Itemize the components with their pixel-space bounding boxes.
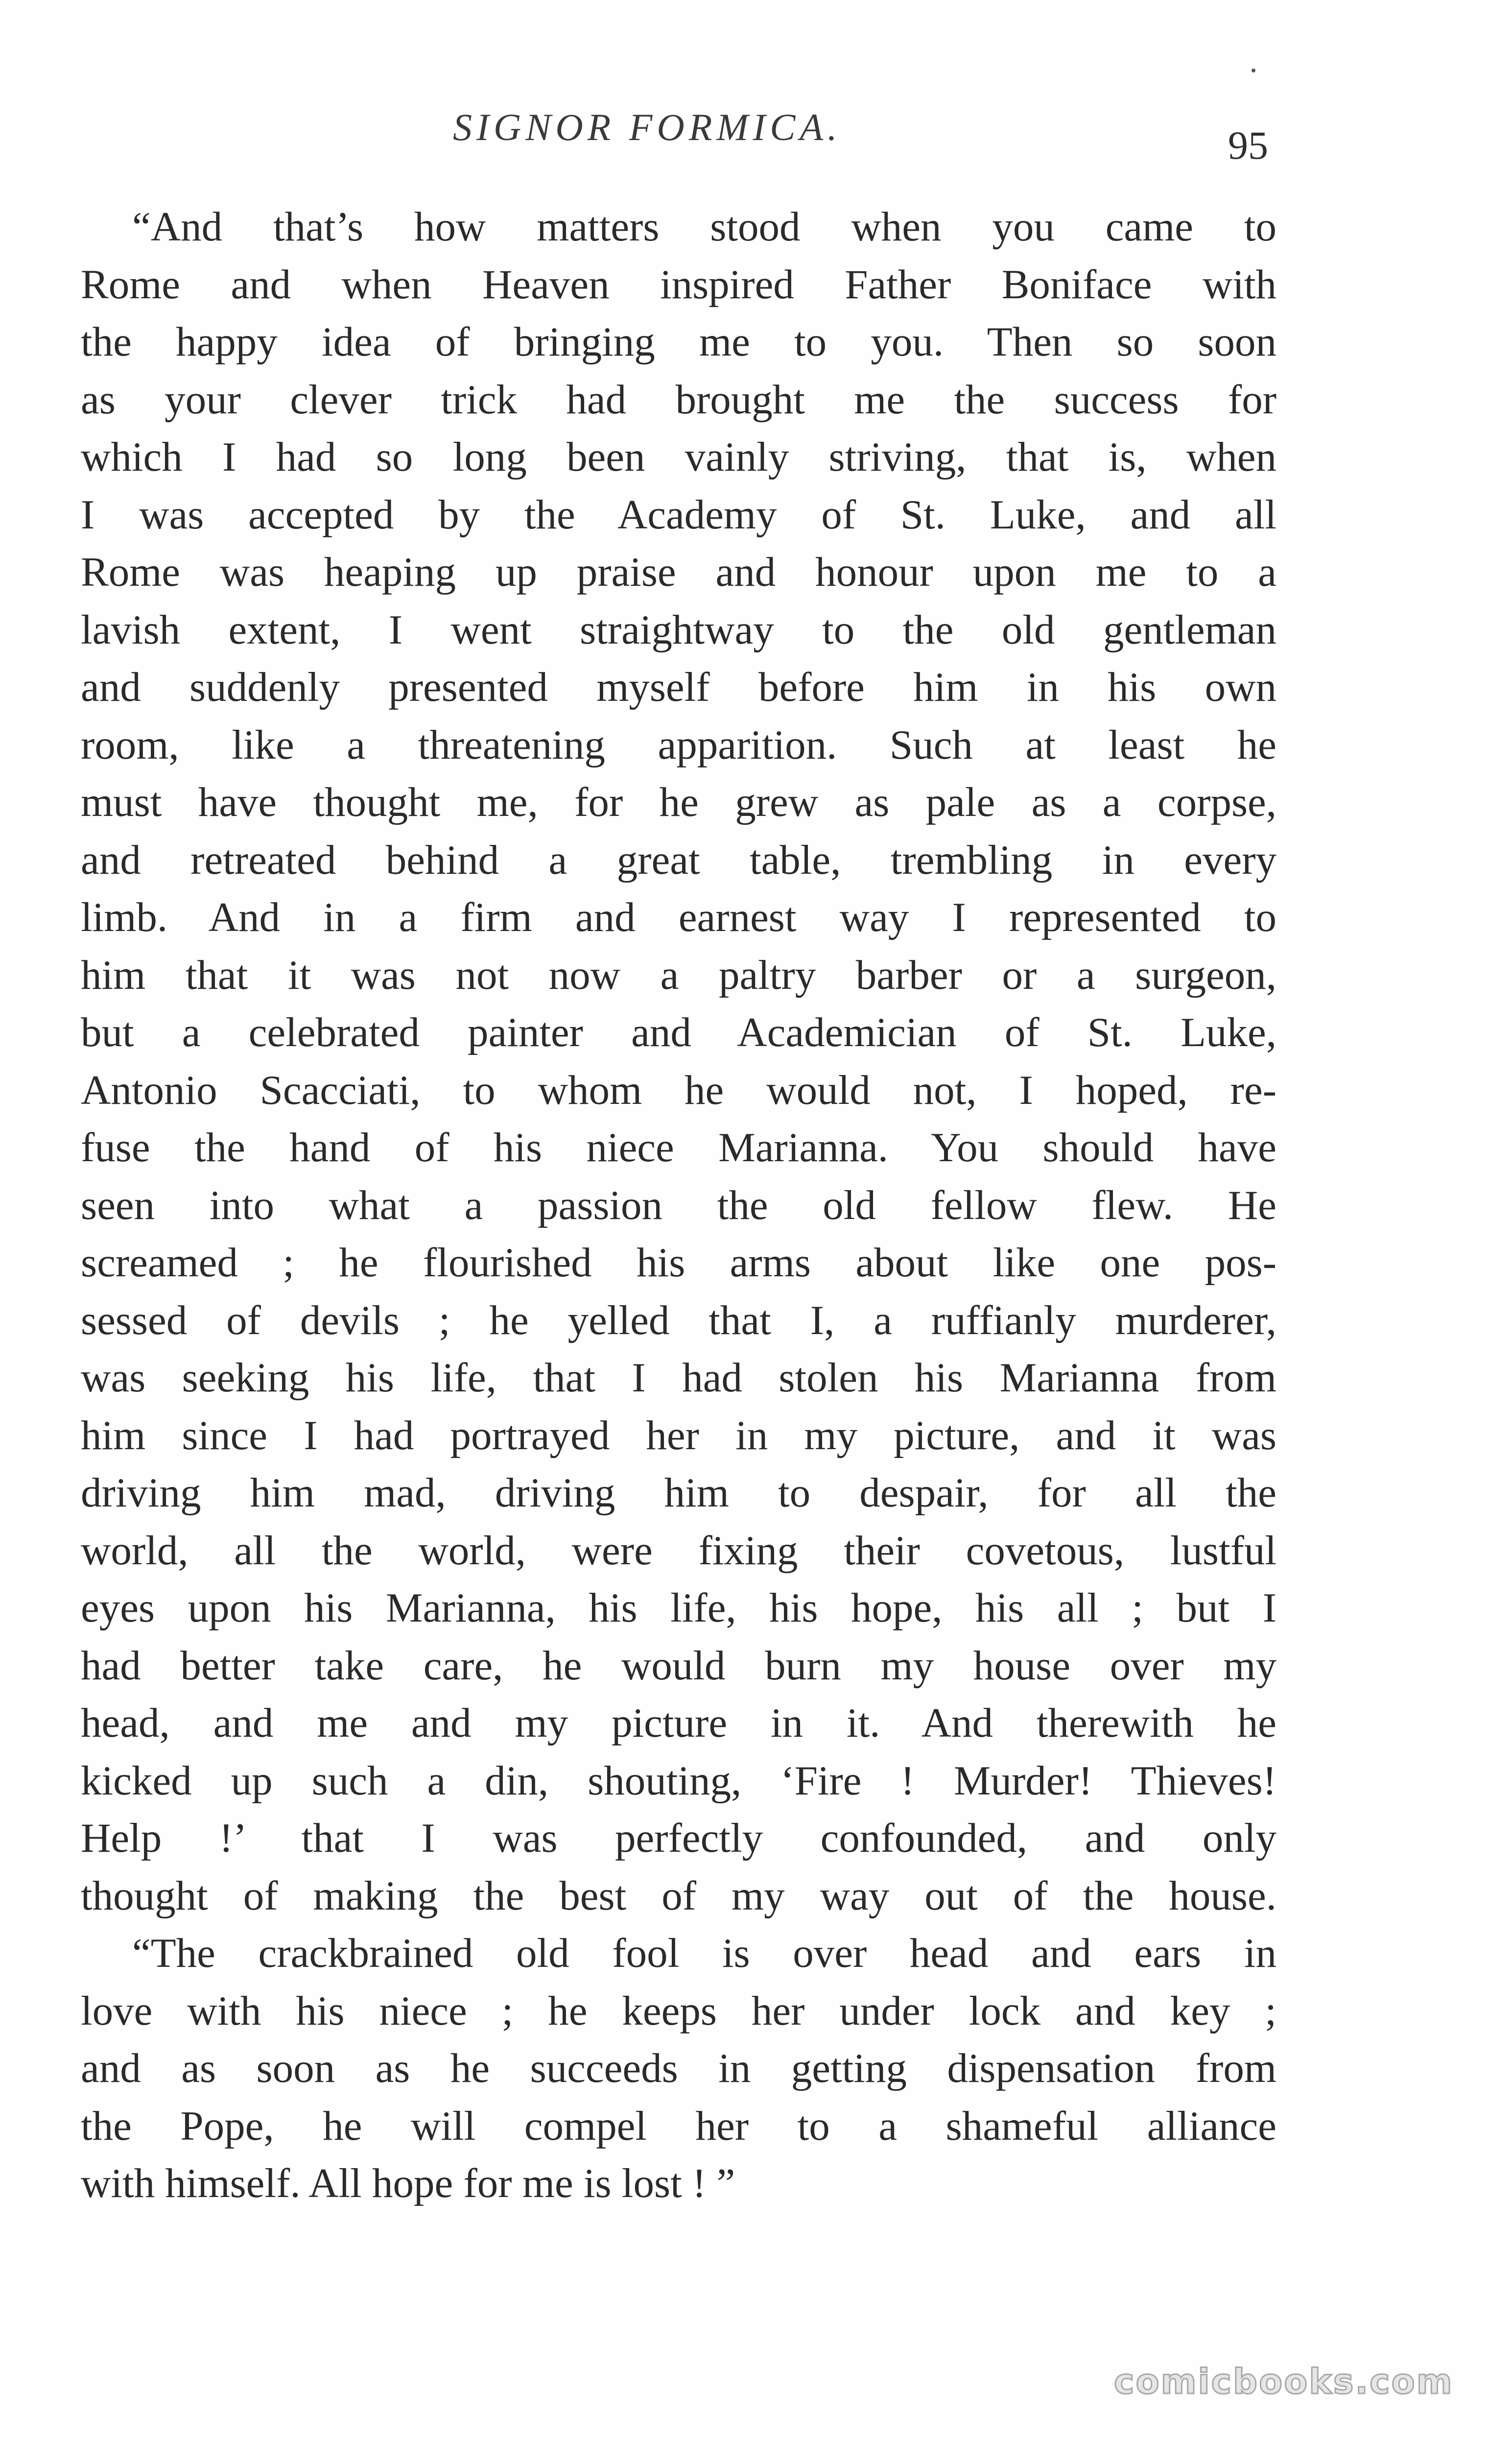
- text-line: but a celebrated painter and Academician of St. Luke,: [81, 1009, 1276, 1055]
- text-line: “The crackbrained old fool is over head and ears in: [132, 1930, 1276, 1976]
- text-line: him that it was not now a paltry barber or a surgeon,: [81, 952, 1276, 998]
- text-line: seen into what a passion the old fellow flew. He: [81, 1182, 1276, 1228]
- text-line: world, all the world, were fixing their covetous, lustful: [81, 1527, 1276, 1574]
- text-line: screamed ; he flourished his arms about like one pos-: [81, 1240, 1276, 1286]
- text-line: eyes upon his Marianna, his life, his hope, his all ; but I: [81, 1585, 1276, 1631]
- text-line: thought of making the best of my way out of the house.: [81, 1872, 1276, 1919]
- text-line: Antonio Scacciati, to whom he would not, I hoped, re-: [81, 1067, 1276, 1113]
- text-line: Rome was heaping up praise and honour upon me to a: [81, 549, 1276, 595]
- text-line: as your clever trick had brought me the success for: [81, 376, 1276, 423]
- text-line: lavish extent, I went straightway to the old gentleman: [81, 606, 1276, 653]
- running-title: SIGNOR FORMICA.: [453, 106, 842, 148]
- text-line: must have thought me, for he grew as pale as a corpse,: [81, 779, 1276, 825]
- ink-speck: [1252, 69, 1255, 72]
- text-line: had better take care, he would burn my house over my: [81, 1642, 1276, 1689]
- text-line: which I had so long been vainly striving, that is, when: [81, 434, 1276, 480]
- text-line: and as soon as he succeeds in getting dispensation from: [81, 2045, 1276, 2091]
- text-line: head, and me and my picture in it. And therewith he: [81, 1700, 1276, 1746]
- text-line: I was accepted by the Academy of St. Luke, and all: [81, 491, 1276, 538]
- text-line: the Pope, he will compel her to a shameful alliance: [81, 2103, 1276, 2149]
- page-number: 95: [1228, 123, 1268, 167]
- text-line: Help !’ that I was perfectly confounded, and only: [81, 1815, 1276, 1861]
- text-line: and suddenly presented myself before him in his own: [81, 664, 1276, 710]
- text-line: and retreated behind a great table, trembling in every: [81, 836, 1276, 883]
- body-text: [81, 198, 1276, 2213]
- text-line: with himself. All hope for me is lost ! ”: [81, 2160, 735, 2206]
- text-line: him since I had portrayed her in my picture, and it was: [81, 1412, 1276, 1458]
- text-line: driving him mad, driving him to despair, for all the: [81, 1470, 1276, 1516]
- text-line: Rome and when Heaven inspired Father Boniface with: [81, 261, 1276, 308]
- text-line: “And that’s how matters stood when you came to: [132, 204, 1276, 250]
- text-line: the happy idea of bringing me to you. Then so soon: [81, 319, 1276, 365]
- text-line: love with his niece ; he keeps her under lock and key ;: [81, 1987, 1276, 2034]
- text-line: kicked up such a din, shouting, ‘Fire ! Murder! Thieves!: [81, 1757, 1276, 1804]
- text-line: fuse the hand of his niece Marianna. You should have: [81, 1124, 1276, 1171]
- text-line: limb. And in a firm and earnest way I represented to: [81, 894, 1276, 940]
- text-line: sessed of devils ; he yelled that I, a ruffianly murderer,: [81, 1297, 1276, 1343]
- text-line: was seeking his life, that I had stolen his Marianna from: [81, 1355, 1276, 1401]
- text-line: room, like a threatening apparition. Such at least he: [81, 721, 1276, 768]
- watermark: comicbooks.com: [1114, 2362, 1454, 2402]
